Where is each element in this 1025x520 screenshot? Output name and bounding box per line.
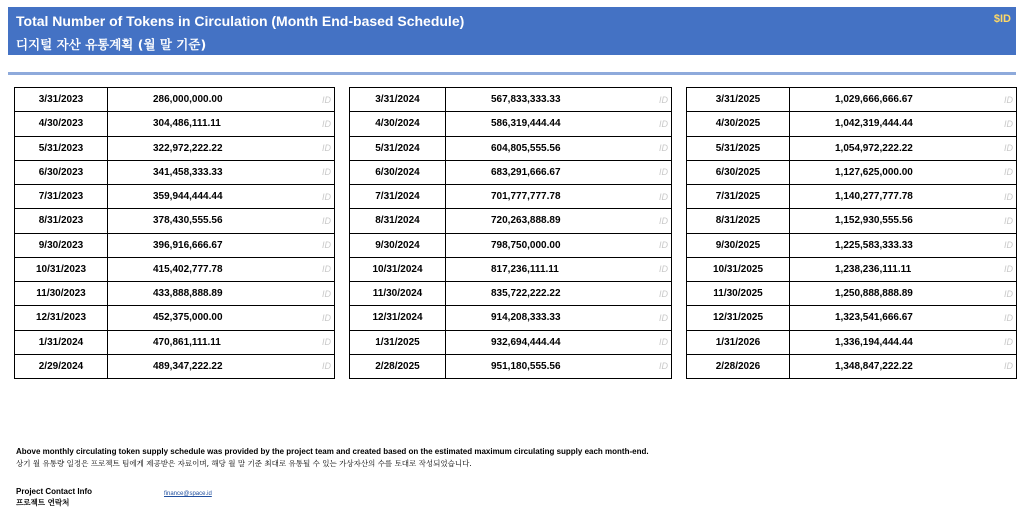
row-token-tag: ID bbox=[630, 88, 672, 112]
row-date: 4/30/2024 bbox=[350, 112, 446, 136]
row-circulating-supply: 470,861,111.11 bbox=[108, 330, 293, 354]
row-date: 5/31/2023 bbox=[15, 136, 108, 160]
row-token-tag: ID bbox=[975, 209, 1017, 233]
row-date: 2/28/2026 bbox=[687, 354, 790, 378]
row-circulating-supply: 1,029,666,666.67 bbox=[790, 88, 975, 112]
table-row bbox=[687, 136, 1017, 160]
row-circulating-supply: 567,833,333.33 bbox=[446, 88, 630, 112]
row-token-tag: ID bbox=[630, 282, 672, 306]
table-row bbox=[350, 306, 672, 330]
header-divider bbox=[8, 72, 1016, 75]
row-circulating-supply: 433,888,888.89 bbox=[108, 282, 293, 306]
row-circulating-supply: 489,347,222.22 bbox=[108, 354, 293, 378]
table-row bbox=[350, 354, 672, 378]
row-token-tag: ID bbox=[975, 282, 1017, 306]
row-date: 6/30/2024 bbox=[350, 160, 446, 184]
row-date: 7/31/2025 bbox=[687, 185, 790, 209]
table-row bbox=[15, 330, 335, 354]
row-circulating-supply: 1,225,583,333.33 bbox=[790, 233, 975, 257]
row-circulating-supply: 1,323,541,666.67 bbox=[790, 306, 975, 330]
table-row bbox=[350, 282, 672, 306]
row-circulating-supply: 1,140,277,777.78 bbox=[790, 185, 975, 209]
row-token-tag: ID bbox=[630, 354, 672, 378]
row-date: 9/30/2023 bbox=[15, 233, 108, 257]
table-row bbox=[687, 185, 1017, 209]
row-date: 8/31/2025 bbox=[687, 209, 790, 233]
row-circulating-supply: 586,319,444.44 bbox=[446, 112, 630, 136]
row-date: 12/31/2025 bbox=[687, 306, 790, 330]
row-circulating-supply: 817,236,111.11 bbox=[446, 257, 630, 281]
table-row bbox=[687, 257, 1017, 281]
table-row bbox=[350, 160, 672, 184]
table-row bbox=[15, 306, 335, 330]
row-circulating-supply: 798,750,000.00 bbox=[446, 233, 630, 257]
table-row bbox=[350, 233, 672, 257]
row-circulating-supply: 396,916,666.67 bbox=[108, 233, 293, 257]
contact-title: Project Contact Info bbox=[16, 487, 93, 496]
row-token-tag: ID bbox=[630, 209, 672, 233]
row-date: 7/31/2023 bbox=[15, 185, 108, 209]
row-date: 11/30/2023 bbox=[15, 282, 108, 306]
row-date: 8/31/2023 bbox=[15, 209, 108, 233]
row-date: 6/30/2023 bbox=[15, 160, 108, 184]
row-token-tag: ID bbox=[293, 257, 335, 281]
table-row bbox=[687, 88, 1017, 112]
row-token-tag: ID bbox=[293, 330, 335, 354]
row-date: 10/31/2024 bbox=[350, 257, 446, 281]
report-header bbox=[8, 7, 1016, 55]
row-date: 3/31/2025 bbox=[687, 88, 790, 112]
row-token-tag: ID bbox=[630, 257, 672, 281]
table-row bbox=[15, 257, 335, 281]
row-date: 2/28/2025 bbox=[350, 354, 446, 378]
disclaimer-ko: 상기 월 유통량 일정은 프로젝트 팀에게 제공받은 자료이며, 해당 월 말 기준 최대로 유통될 수 있는 가상자산의 수를 토대로 작성되었습니다. bbox=[16, 459, 472, 468]
row-circulating-supply: 359,944,444.44 bbox=[108, 185, 293, 209]
table-row bbox=[15, 185, 335, 209]
row-token-tag: ID bbox=[630, 160, 672, 184]
row-token-tag: ID bbox=[630, 136, 672, 160]
row-circulating-supply: 452,375,000.00 bbox=[108, 306, 293, 330]
table-row bbox=[687, 233, 1017, 257]
row-circulating-supply: 286,000,000.00 bbox=[108, 88, 293, 112]
row-circulating-supply: 322,972,222.22 bbox=[108, 136, 293, 160]
schedule-table-2 bbox=[349, 87, 672, 379]
table-row bbox=[350, 330, 672, 354]
row-date: 1/31/2026 bbox=[687, 330, 790, 354]
row-circulating-supply: 1,054,972,222.22 bbox=[790, 136, 975, 160]
row-token-tag: ID bbox=[630, 330, 672, 354]
row-token-tag: ID bbox=[630, 306, 672, 330]
row-circulating-supply: 932,694,444.44 bbox=[446, 330, 630, 354]
row-circulating-supply: 701,777,777.78 bbox=[446, 185, 630, 209]
row-token-tag: ID bbox=[293, 282, 335, 306]
row-token-tag: ID bbox=[975, 306, 1017, 330]
table-row bbox=[687, 160, 1017, 184]
table-row bbox=[687, 209, 1017, 233]
table-row bbox=[687, 112, 1017, 136]
disclaimer-en: Above monthly circulating token supply schedule was provided by the project team and created based on the estimated maximum circulating supply each month-end. bbox=[16, 447, 649, 456]
schedule-table-1 bbox=[14, 87, 335, 379]
row-date: 6/30/2025 bbox=[687, 160, 790, 184]
row-token-tag: ID bbox=[293, 160, 335, 184]
row-circulating-supply: 415,402,777.78 bbox=[108, 257, 293, 281]
table-row bbox=[350, 136, 672, 160]
row-token-tag: ID bbox=[293, 354, 335, 378]
row-circulating-supply: 1,336,194,444.44 bbox=[790, 330, 975, 354]
row-circulating-supply: 835,722,222.22 bbox=[446, 282, 630, 306]
row-date: 4/30/2025 bbox=[687, 112, 790, 136]
row-circulating-supply: 1,238,236,111.11 bbox=[790, 257, 975, 281]
table-row bbox=[687, 354, 1017, 378]
row-token-tag: ID bbox=[630, 112, 672, 136]
row-date: 5/31/2024 bbox=[350, 136, 446, 160]
table-row bbox=[687, 282, 1017, 306]
row-date: 11/30/2024 bbox=[350, 282, 446, 306]
row-circulating-supply: 1,348,847,222.22 bbox=[790, 354, 975, 378]
row-circulating-supply: 720,263,888.89 bbox=[446, 209, 630, 233]
row-circulating-supply: 914,208,333.33 bbox=[446, 306, 630, 330]
row-token-tag: ID bbox=[293, 136, 335, 160]
row-token-tag: ID bbox=[975, 88, 1017, 112]
row-date: 3/31/2023 bbox=[15, 88, 108, 112]
row-token-tag: ID bbox=[293, 209, 335, 233]
row-token-tag: ID bbox=[975, 136, 1017, 160]
row-circulating-supply: 304,486,111.11 bbox=[108, 112, 293, 136]
table-row bbox=[15, 136, 335, 160]
row-token-tag: ID bbox=[293, 88, 335, 112]
table-row bbox=[350, 209, 672, 233]
row-date: 5/31/2025 bbox=[687, 136, 790, 160]
row-circulating-supply: 604,805,555.56 bbox=[446, 136, 630, 160]
schedule-table-3 bbox=[686, 87, 1017, 379]
row-circulating-supply: 378,430,555.56 bbox=[108, 209, 293, 233]
row-token-tag: ID bbox=[630, 233, 672, 257]
row-date: 12/31/2024 bbox=[350, 306, 446, 330]
table-row bbox=[350, 257, 672, 281]
row-token-tag: ID bbox=[975, 160, 1017, 184]
table-row bbox=[15, 112, 335, 136]
row-date: 12/31/2023 bbox=[15, 306, 108, 330]
table-row bbox=[687, 306, 1017, 330]
row-token-tag: ID bbox=[975, 257, 1017, 281]
row-circulating-supply: 1,127,625,000.00 bbox=[790, 160, 975, 184]
row-date: 10/31/2023 bbox=[15, 257, 108, 281]
row-date: 2/29/2024 bbox=[15, 354, 108, 378]
row-date: 7/31/2024 bbox=[350, 185, 446, 209]
row-token-tag: ID bbox=[975, 233, 1017, 257]
table-row bbox=[350, 88, 672, 112]
row-circulating-supply: 1,250,888,888.89 bbox=[790, 282, 975, 306]
table-row bbox=[15, 160, 335, 184]
table-row bbox=[15, 354, 335, 378]
table-row bbox=[15, 88, 335, 112]
table-row bbox=[15, 209, 335, 233]
row-circulating-supply: 341,458,333.33 bbox=[108, 160, 293, 184]
row-date: 8/31/2024 bbox=[350, 209, 446, 233]
row-token-tag: ID bbox=[293, 306, 335, 330]
table-row bbox=[350, 112, 672, 136]
row-token-tag: ID bbox=[630, 185, 672, 209]
row-token-tag: ID bbox=[293, 112, 335, 136]
row-circulating-supply: 683,291,666.67 bbox=[446, 160, 630, 184]
table-row bbox=[15, 282, 335, 306]
row-token-tag: ID bbox=[975, 330, 1017, 354]
row-date: 1/31/2024 bbox=[15, 330, 108, 354]
row-token-tag: ID bbox=[975, 185, 1017, 209]
row-token-tag: ID bbox=[975, 354, 1017, 378]
row-token-tag: ID bbox=[975, 112, 1017, 136]
table-row bbox=[687, 330, 1017, 354]
row-token-tag: ID bbox=[293, 233, 335, 257]
row-token-tag: ID bbox=[293, 185, 335, 209]
table-row bbox=[350, 185, 672, 209]
row-date: 9/30/2024 bbox=[350, 233, 446, 257]
report-title: Total Number of Tokens in Circulation (Month End-based Schedule) bbox=[16, 13, 465, 29]
token-ticker: $ID bbox=[993, 13, 1011, 25]
row-date: 9/30/2025 bbox=[687, 233, 790, 257]
row-date: 10/31/2025 bbox=[687, 257, 790, 281]
row-date: 1/31/2025 bbox=[350, 330, 446, 354]
contact-title-ko: 프로젝트 연락처 bbox=[16, 498, 70, 507]
report-subtitle: 디지털 자산 유통계획 (월 말 기준) bbox=[16, 37, 207, 52]
table-row bbox=[15, 233, 335, 257]
row-circulating-supply: 951,180,555.56 bbox=[446, 354, 630, 378]
row-date: 11/30/2025 bbox=[687, 282, 790, 306]
row-date: 3/31/2024 bbox=[350, 88, 446, 112]
row-circulating-supply: 1,042,319,444.44 bbox=[790, 112, 975, 136]
row-circulating-supply: 1,152,930,555.56 bbox=[790, 209, 975, 233]
contact-email-link[interactable]: finance@space.id bbox=[164, 491, 212, 497]
row-date: 4/30/2023 bbox=[15, 112, 108, 136]
